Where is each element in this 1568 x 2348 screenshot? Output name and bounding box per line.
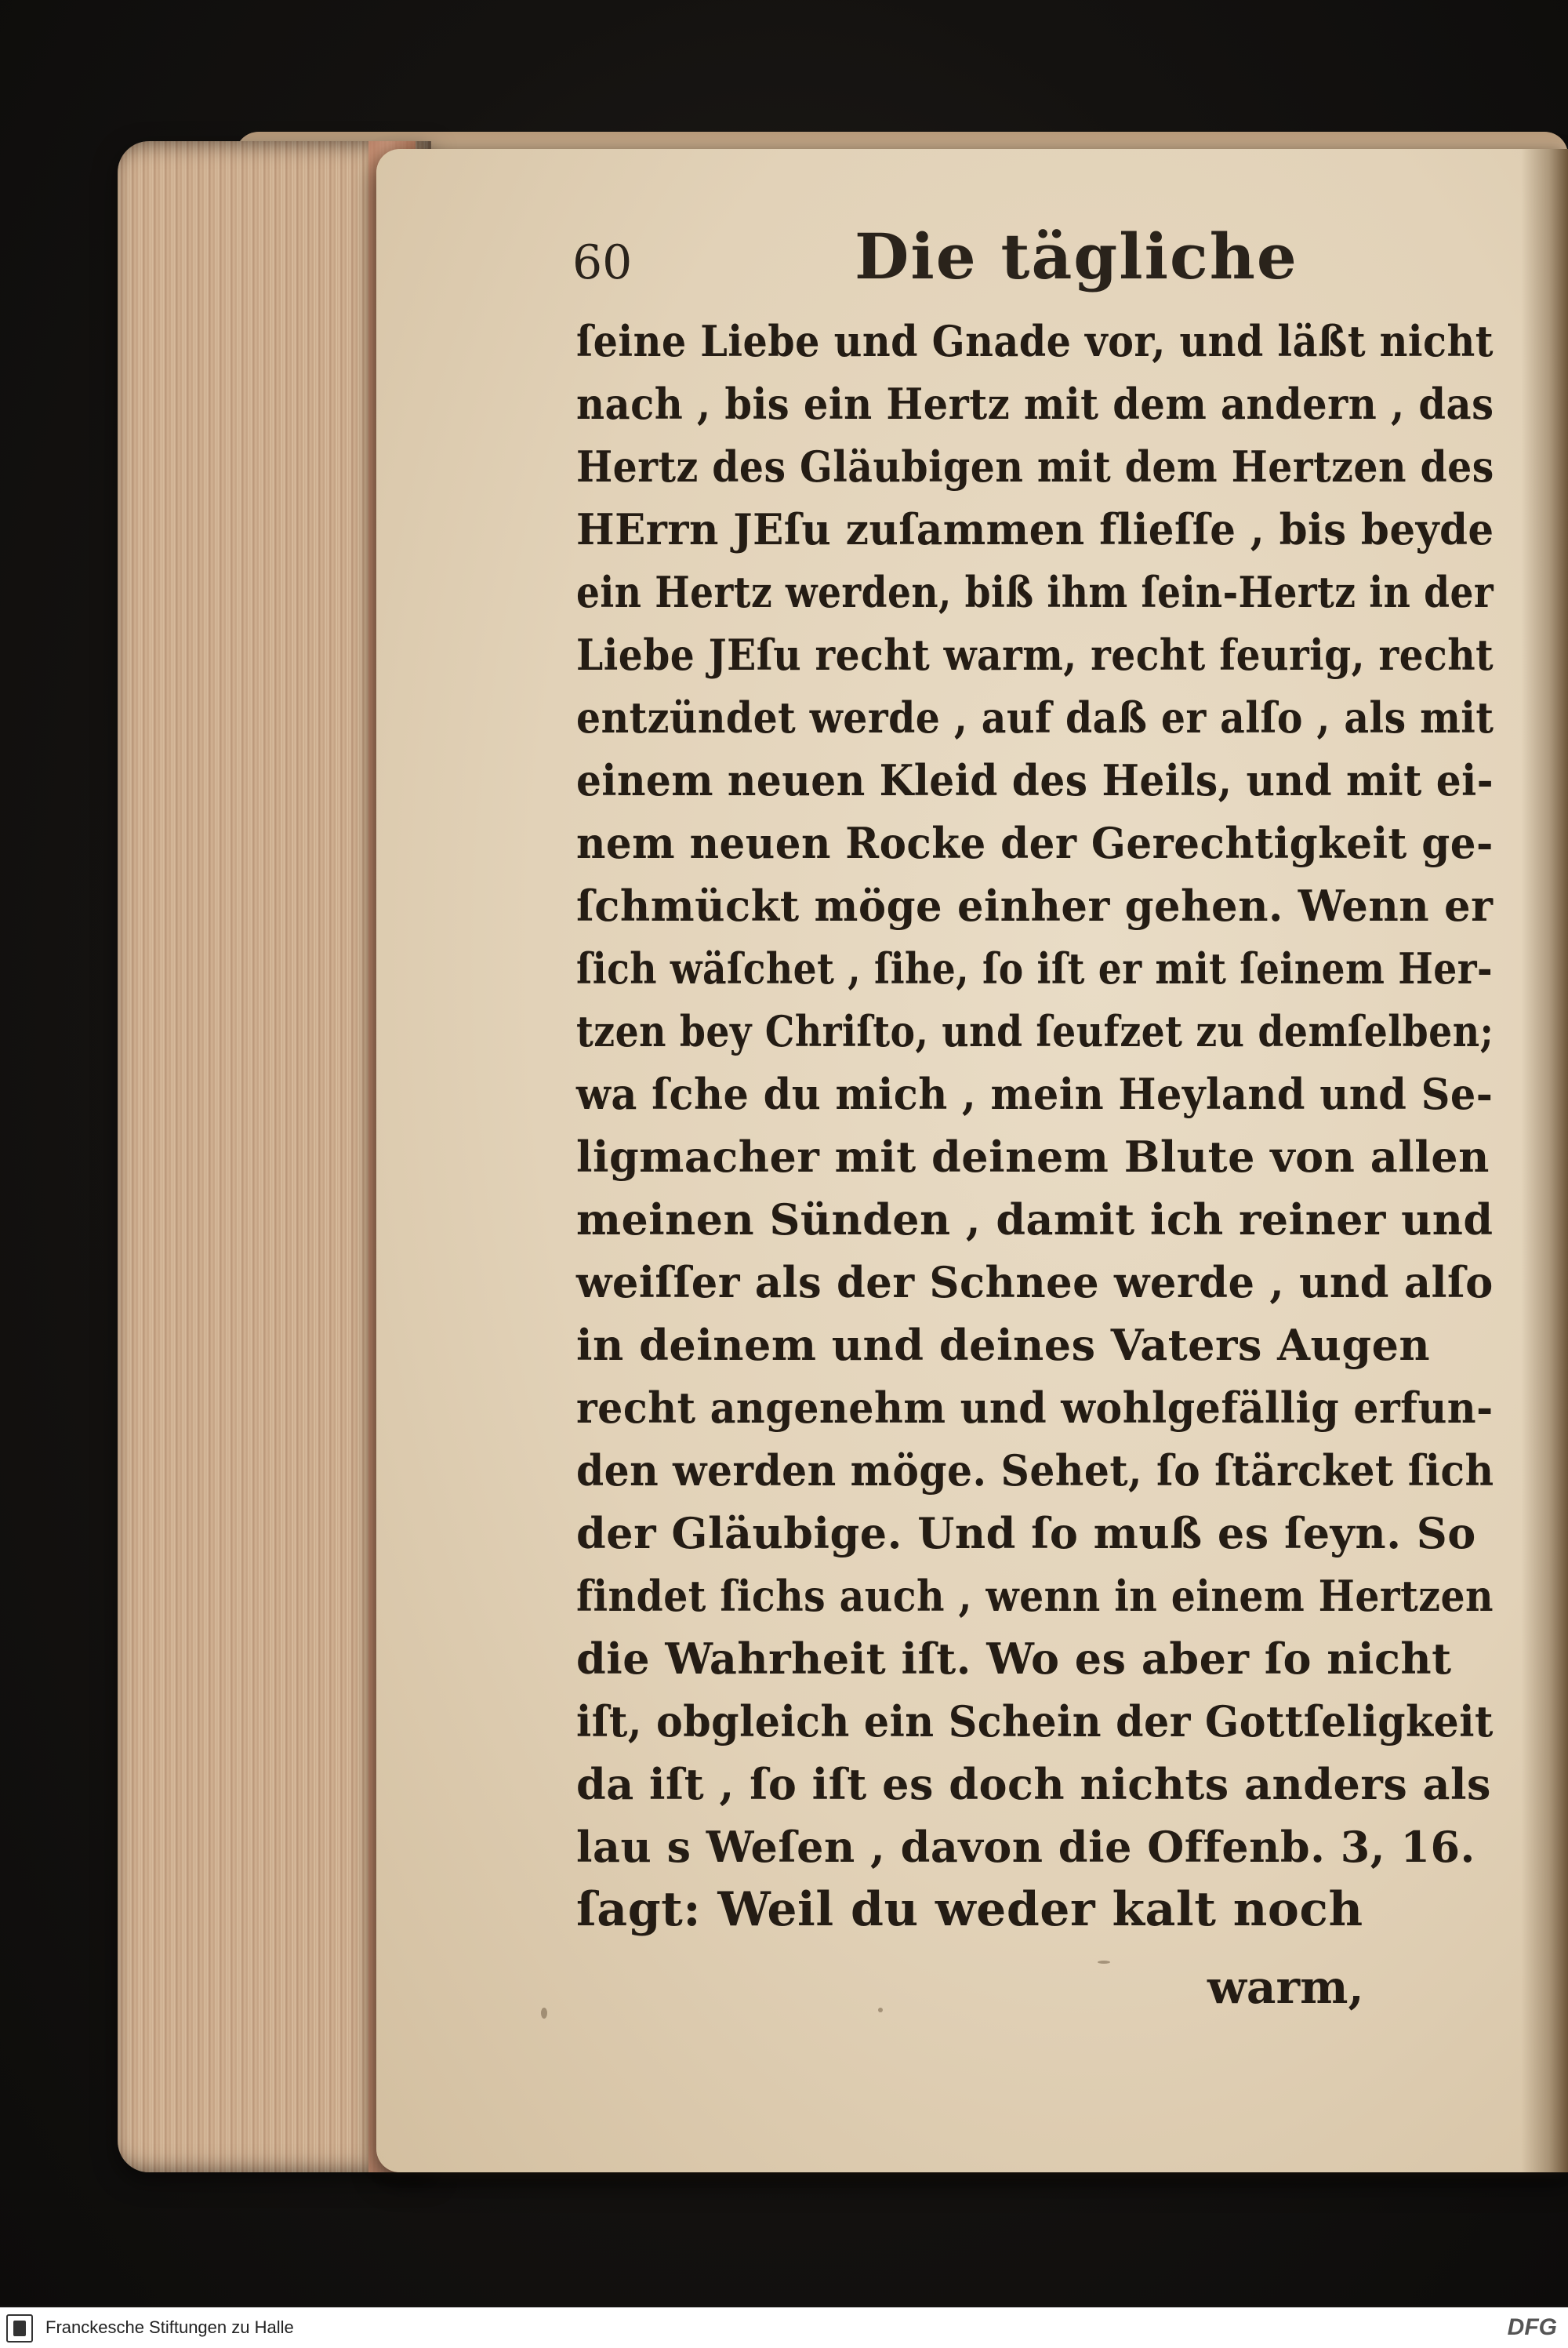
archive-footer — [0, 2307, 1568, 2348]
text-line: ligmacher mit deinem Blute von allen — [576, 1132, 1490, 1182]
text-line: meinen Sünden , damit ich reiner und — [576, 1194, 1494, 1245]
text-line: der Gläubige. Und ſo muß es ſeyn. So — [576, 1508, 1476, 1558]
text-line: wa ſche du mich , mein Heyland und Se- — [576, 1069, 1494, 1119]
text-line: findet ſichs auch , wenn in einem Hertzen — [576, 1571, 1494, 1621]
text-line: die Wahrheit iſt. Wo es aber ſo nicht — [576, 1634, 1452, 1684]
text-line: einem neuen Kleid des Heils, und mit ei- — [576, 755, 1494, 805]
text-line: nem neuen Rocke der Gerechtigkeit ge- — [576, 818, 1494, 868]
page-number: 60 — [572, 235, 633, 290]
text-line: ſchmückt möge einher gehen. Wenn er — [576, 881, 1494, 931]
paper-fleck — [541, 2008, 547, 2019]
text-line: nach , bis ein Hertz mit dem andern , das — [576, 379, 1494, 429]
page-header — [572, 220, 1513, 306]
text-line: tzen bey Chriſto, und ſeufzet zu demſelben; — [576, 1006, 1494, 1056]
dfg-logo: DFG — [1507, 2314, 1557, 2340]
text-line: iſt, obgleich ein Schein der Gottſeligkeit — [576, 1696, 1494, 1746]
gutter-shadow — [1521, 149, 1568, 2172]
text-line: ein Hertz werden, biß ihm ſein-Hertz in der — [576, 567, 1494, 617]
text-line: ſagt: Weil du weder kalt noch — [576, 1882, 1363, 1937]
institution-name: Franckesche Stiftungen zu Halle — [45, 2317, 294, 2337]
text-line: HErrn JEſu zuſammen flieſſe , bis beyde — [576, 504, 1494, 554]
institution-logo-icon — [6, 2314, 33, 2343]
text-line: lau s Weſen , davon die Offenb. 3, 16. — [576, 1822, 1475, 1872]
text-line: in deinem und deines Vaters Augen — [576, 1320, 1431, 1370]
paper-fleck — [1098, 1961, 1110, 1964]
body-text — [576, 310, 1494, 1941]
text-line: da iſt , ſo iſt es doch nichts anders als — [576, 1759, 1491, 1809]
text-line: Liebe JEſu recht warm, recht feurig, recht — [576, 630, 1494, 680]
running-head: Die tägliche — [855, 220, 1298, 293]
text-line: Hertz des Gläubigen mit dem Hertzen des — [576, 442, 1494, 492]
text-line: entzündet werde , auf daß er alſo , als mit — [576, 692, 1494, 743]
text-line: weiſſer als der Schnee werde , und alſo — [576, 1257, 1494, 1307]
text-line: recht angenehm und wohlgefällig erfun- — [576, 1383, 1494, 1433]
text-line: den werden möge. Sehet, ſo ſtärcket ſich — [576, 1445, 1494, 1496]
text-line: ſich wäſchet , ſihe, ſo iſt er mit ſeinem Her- — [576, 943, 1494, 994]
text-line: ſeine Liebe und Gnade vor, und läßt nicht — [576, 316, 1494, 366]
catchword: warm, — [1207, 1961, 1364, 2014]
paper-fleck — [878, 2008, 883, 2012]
